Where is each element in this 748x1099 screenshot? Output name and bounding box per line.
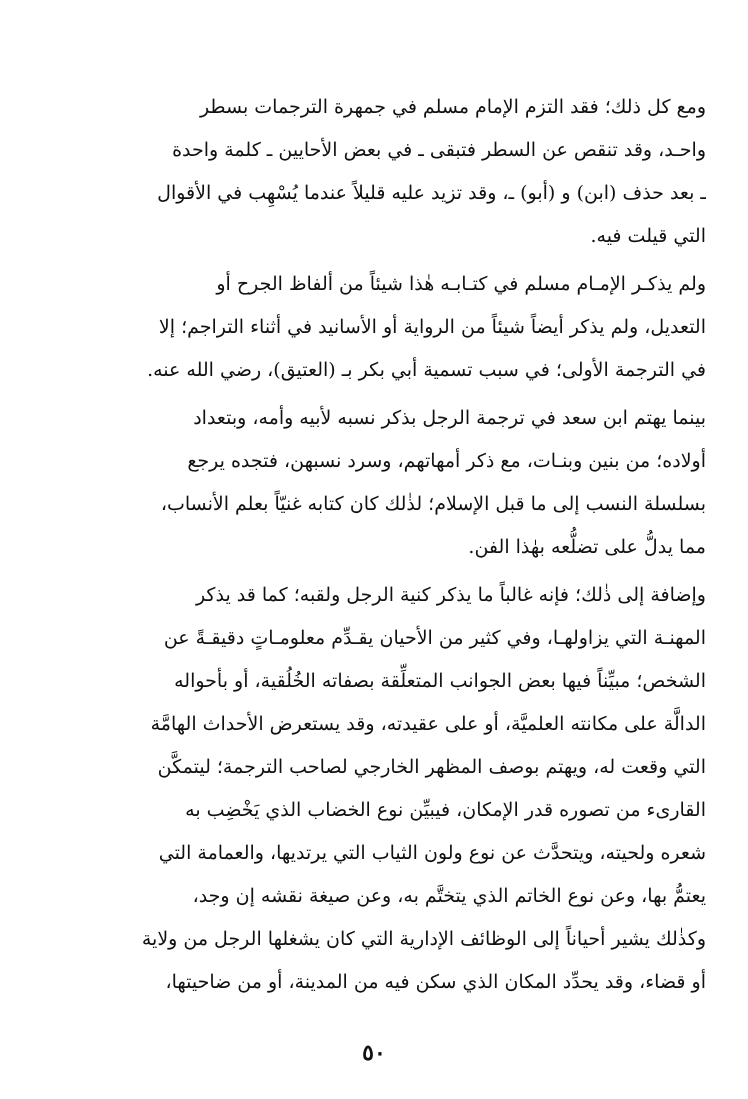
text-line: وإضافة إلى ذٰلك؛ فإنه غالباً ما يذكر كنية الرجل ولقبه؛ كما قد يذكر: [195, 584, 706, 606]
text-line: في الترجمة الأولى؛ في سبب تسمية أبي بكر بـ (العتيق)، رضي الله عنه.: [147, 359, 706, 381]
text-line: ومع كل ذلك؛ فقد التزم الإمام مسلم في جمهرة الترجمات بسطر: [199, 96, 706, 118]
text-line: ولم يذكـر الإمـام مسلم في كتـابـه هٰذا شيئاً من ألفاظ الجرح أو: [216, 273, 706, 295]
paragraph-2: [86, 263, 706, 392]
paragraph-1: [86, 86, 706, 258]
text-line: ـ بعد حذف (ابن) و (أبو) ـ، وقد تزيد عليه قليلاً عندما يُسْهِب في الأقوال: [157, 182, 706, 204]
text-line: الدالَّة على مكانته العلميَّة، أو على عقيدته، وقد يستعرض الأحداث الهامَّة: [150, 713, 706, 735]
text-line: أو قضاء، وقد يحدِّد المكان الذي سكن فيه من المدينة، أو من ضاحيتها،: [165, 971, 706, 993]
text-line: أولاده؛ من بنين وبنـات، مع ذكر أمهاتهم، وسرد نسبهن، فتجده يرجع: [187, 450, 706, 472]
text-line: القارىء من تصوره قدر الإمكان، فيبيِّن نوع الخضاب الذي يَخْضِب به: [185, 799, 706, 821]
page-number: ٥٠: [362, 1040, 386, 1066]
text-line: واحـد، وقد تنقص عن السطر فتبقى ـ في بعض الأحايين ـ كلمة واحدة: [172, 139, 706, 161]
text-line: مما يدلُّ على تضلُّعه بهٰذا الفن.: [468, 536, 706, 558]
text-line: الشخص؛ مبيِّناً فيها بعض الجوانب المتعلِّقة بصفاته الخُلُقية، أو بأحواله: [174, 670, 706, 692]
text-line: التعديل، ولم يذكر أيضاً شيئاً من الرواية أو الأسانيد في أثناء التراجم؛ إلا: [158, 316, 706, 338]
text-line: وكذٰلك يشير أحياناً إلى الوظائف الإدارية التي كان يشغلها الرجل من ولاية: [141, 928, 706, 950]
text-line: شعره ولحيته، ويتحدَّث عن نوع ولون الثياب التي يرتديها، والعمامة التي: [158, 842, 706, 864]
text-line: المهنـة التي يزاولهـا، وفي كثير من الأحيان يقـدِّم معلومـاتٍ دقيقـةً عن: [163, 627, 706, 649]
text-line: يعتمُّ بها، وعن نوع الخاتم الذي يتختَّم به، وعن صيغة نقشه إن وجد،: [192, 885, 706, 907]
text-line: التي وقعت له، ويهتم بوصف المظهر الخارجي لصاحب الترجمة؛ ليتمكَّن: [157, 756, 706, 778]
text-line: التي قيلت فيه.: [590, 225, 706, 247]
paragraph-3: [86, 397, 706, 569]
paragraph-4: [86, 574, 706, 1004]
text-line: بينما يهتم ابن سعد في ترجمة الرجل بذكر نسبه لأبيه وأمه، وبتعداد: [193, 407, 706, 429]
text-line: بسلسلة النسب إلى ما قبل الإسلام؛ لذٰلك كان كتابه غنيّاً بعلم الأنساب،: [160, 493, 706, 515]
